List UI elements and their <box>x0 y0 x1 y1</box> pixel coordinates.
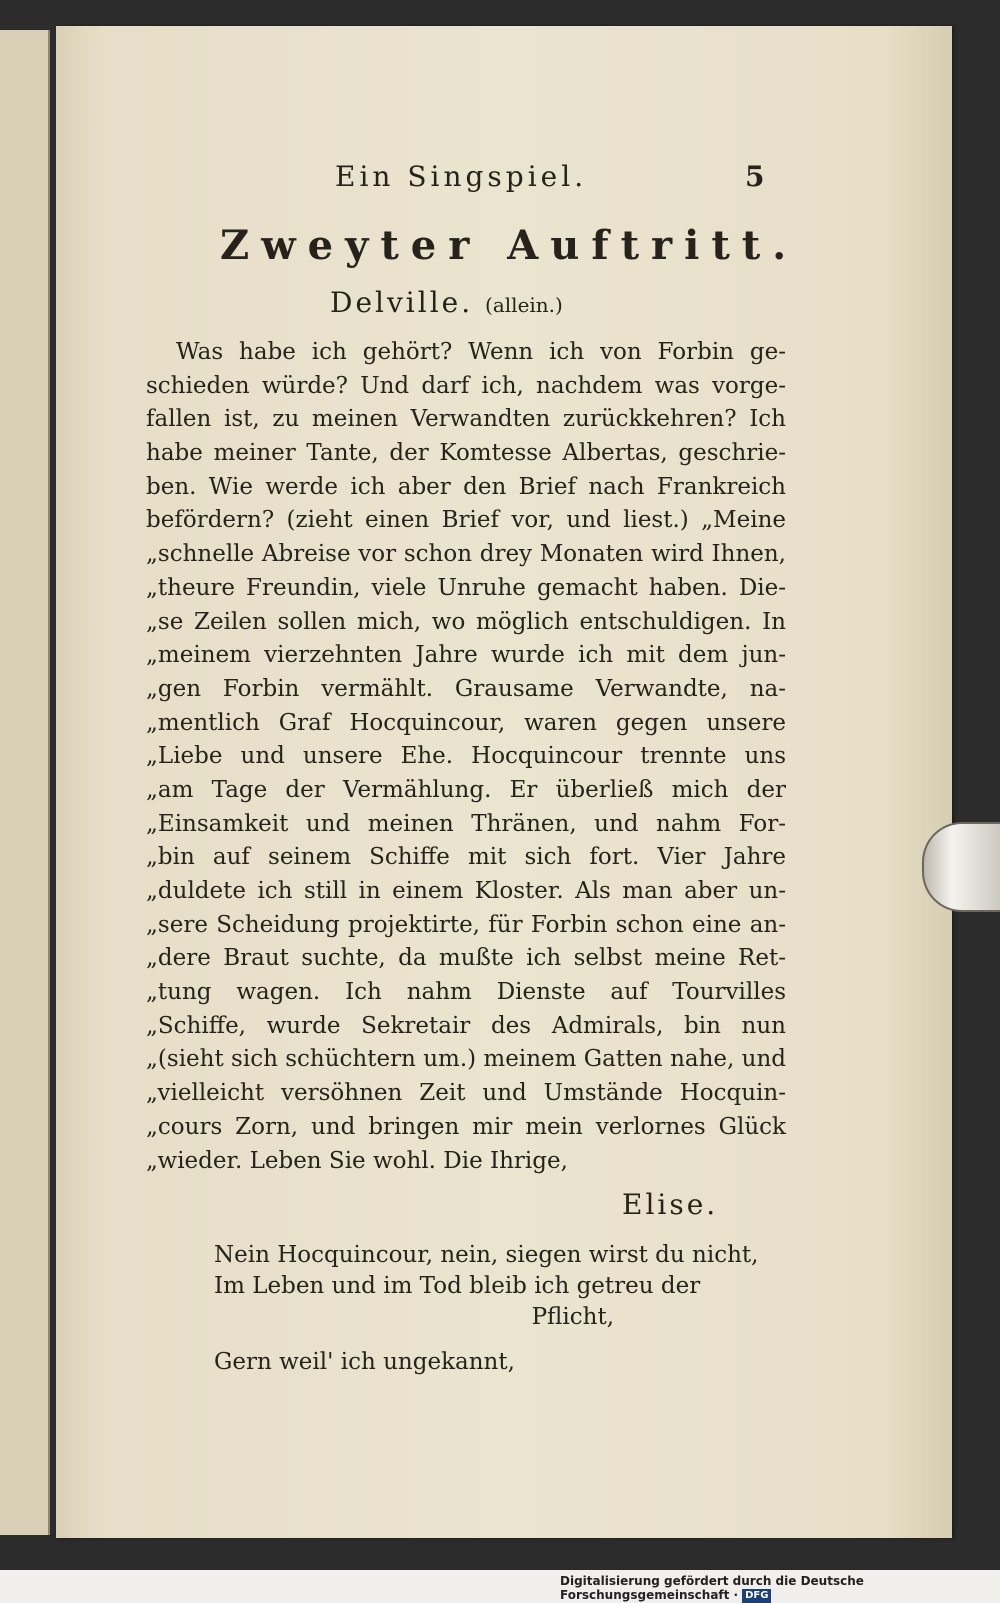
text-line: Was habe ich gehört? Wenn ich von Forbin ge- <box>176 339 786 365</box>
text-line: „(sieht sich schüchtern um.) meinem Gatten nahe, und <box>146 1046 786 1073</box>
text-line: schieden würde? Und darf ich, nachdem was vorge- <box>146 372 786 399</box>
scene-title: Zweyter Auftritt. <box>220 222 799 269</box>
text-line: „meinem vierzehnten Jahre wurde ich mit dem jun- <box>146 642 786 669</box>
verse-line-continuation: Pflicht, <box>531 1304 614 1330</box>
verse-line: Im Leben und im Tod bleib ich getreu der <box>214 1273 701 1299</box>
verse-block <box>214 1240 784 1378</box>
text-line: „cours Zorn, und bringen mir mein verlornes Glück <box>146 1113 786 1140</box>
text-line: „duldete ich still in einem Kloster. Als man aber un- <box>146 878 786 904</box>
text-line: habe meiner Tante, der Komtesse Albertas, geschrie- <box>146 440 786 467</box>
verse-line: Gern weil' ich ungekannt, <box>214 1349 515 1375</box>
verse-line: Nein Hocquincour, nein, siegen wirst du nicht, <box>214 1242 759 1268</box>
speaker-name: Delville. <box>330 286 474 319</box>
speaker-line <box>330 286 563 319</box>
digitization-credit <box>560 1574 1000 1603</box>
running-head: Ein Singspiel. <box>335 160 588 193</box>
credit-text: Digitalisierung gefördert durch die Deutsche Forschungsgemeinschaft · <box>560 1574 864 1602</box>
text-line: „mentlich Graf Hocquincour, waren gegen unsere <box>146 709 786 736</box>
text-line: „Liebe und unsere Ehe. Hocquincour trennte uns <box>146 743 786 770</box>
page-number: 5 <box>745 160 765 193</box>
previous-page-edge <box>0 30 50 1535</box>
text-line: „am Tage der Vermählung. Er überließ mich der <box>146 776 786 803</box>
letter-signature: Elise. <box>622 1188 719 1221</box>
text-line: „Einsamkeit und meinen Thränen, und nahm For- <box>146 810 786 837</box>
stage-direction: (allein.) <box>485 293 563 317</box>
text-line: „se Zeilen sollen mich, wo möglich entschuldigen. In <box>146 608 786 635</box>
text-line: „schnelle Abreise vor schon drey Monaten wird Ihnen, <box>146 541 786 568</box>
text-line: „gen Forbin vermählt. Grausame Verwandte, na- <box>146 675 786 702</box>
page-turn-tab[interactable] <box>922 822 1000 912</box>
text-line: „Schiffe, wurde Sekretair des Admirals, bin nun <box>146 1012 786 1039</box>
body-text <box>146 336 786 1178</box>
text-line: fallen ist, zu meinen Verwandten zurückkehren? Ich <box>146 406 786 433</box>
text-line: „wieder. Leben Sie wohl. Die Ihrige, <box>146 1147 568 1174</box>
dfg-logo: DFG <box>742 1589 771 1603</box>
text-line: „theure Freundin, viele Unruhe gemacht haben. Die- <box>146 574 786 601</box>
text-line: „sere Scheidung projektirte, für Forbin schon eine an- <box>146 911 786 938</box>
text-line: „bin auf seinem Schiffe mit sich fort. Vier Jahre <box>146 844 786 871</box>
text-line: „dere Braut suchte, da mußte ich selbst meine Ret- <box>146 945 786 972</box>
text-line: ben. Wie werde ich aber den Brief nach Frankreich <box>146 473 786 500</box>
text-line: „tung wagen. Ich nahm Dienste auf Tourvilles <box>146 979 786 1006</box>
text-line: „vielleicht versöhnen Zeit und Umstände Hocquin- <box>146 1080 786 1107</box>
text-line: befördern? (zieht einen Brief vor, und liest.) „Meine <box>146 507 786 534</box>
